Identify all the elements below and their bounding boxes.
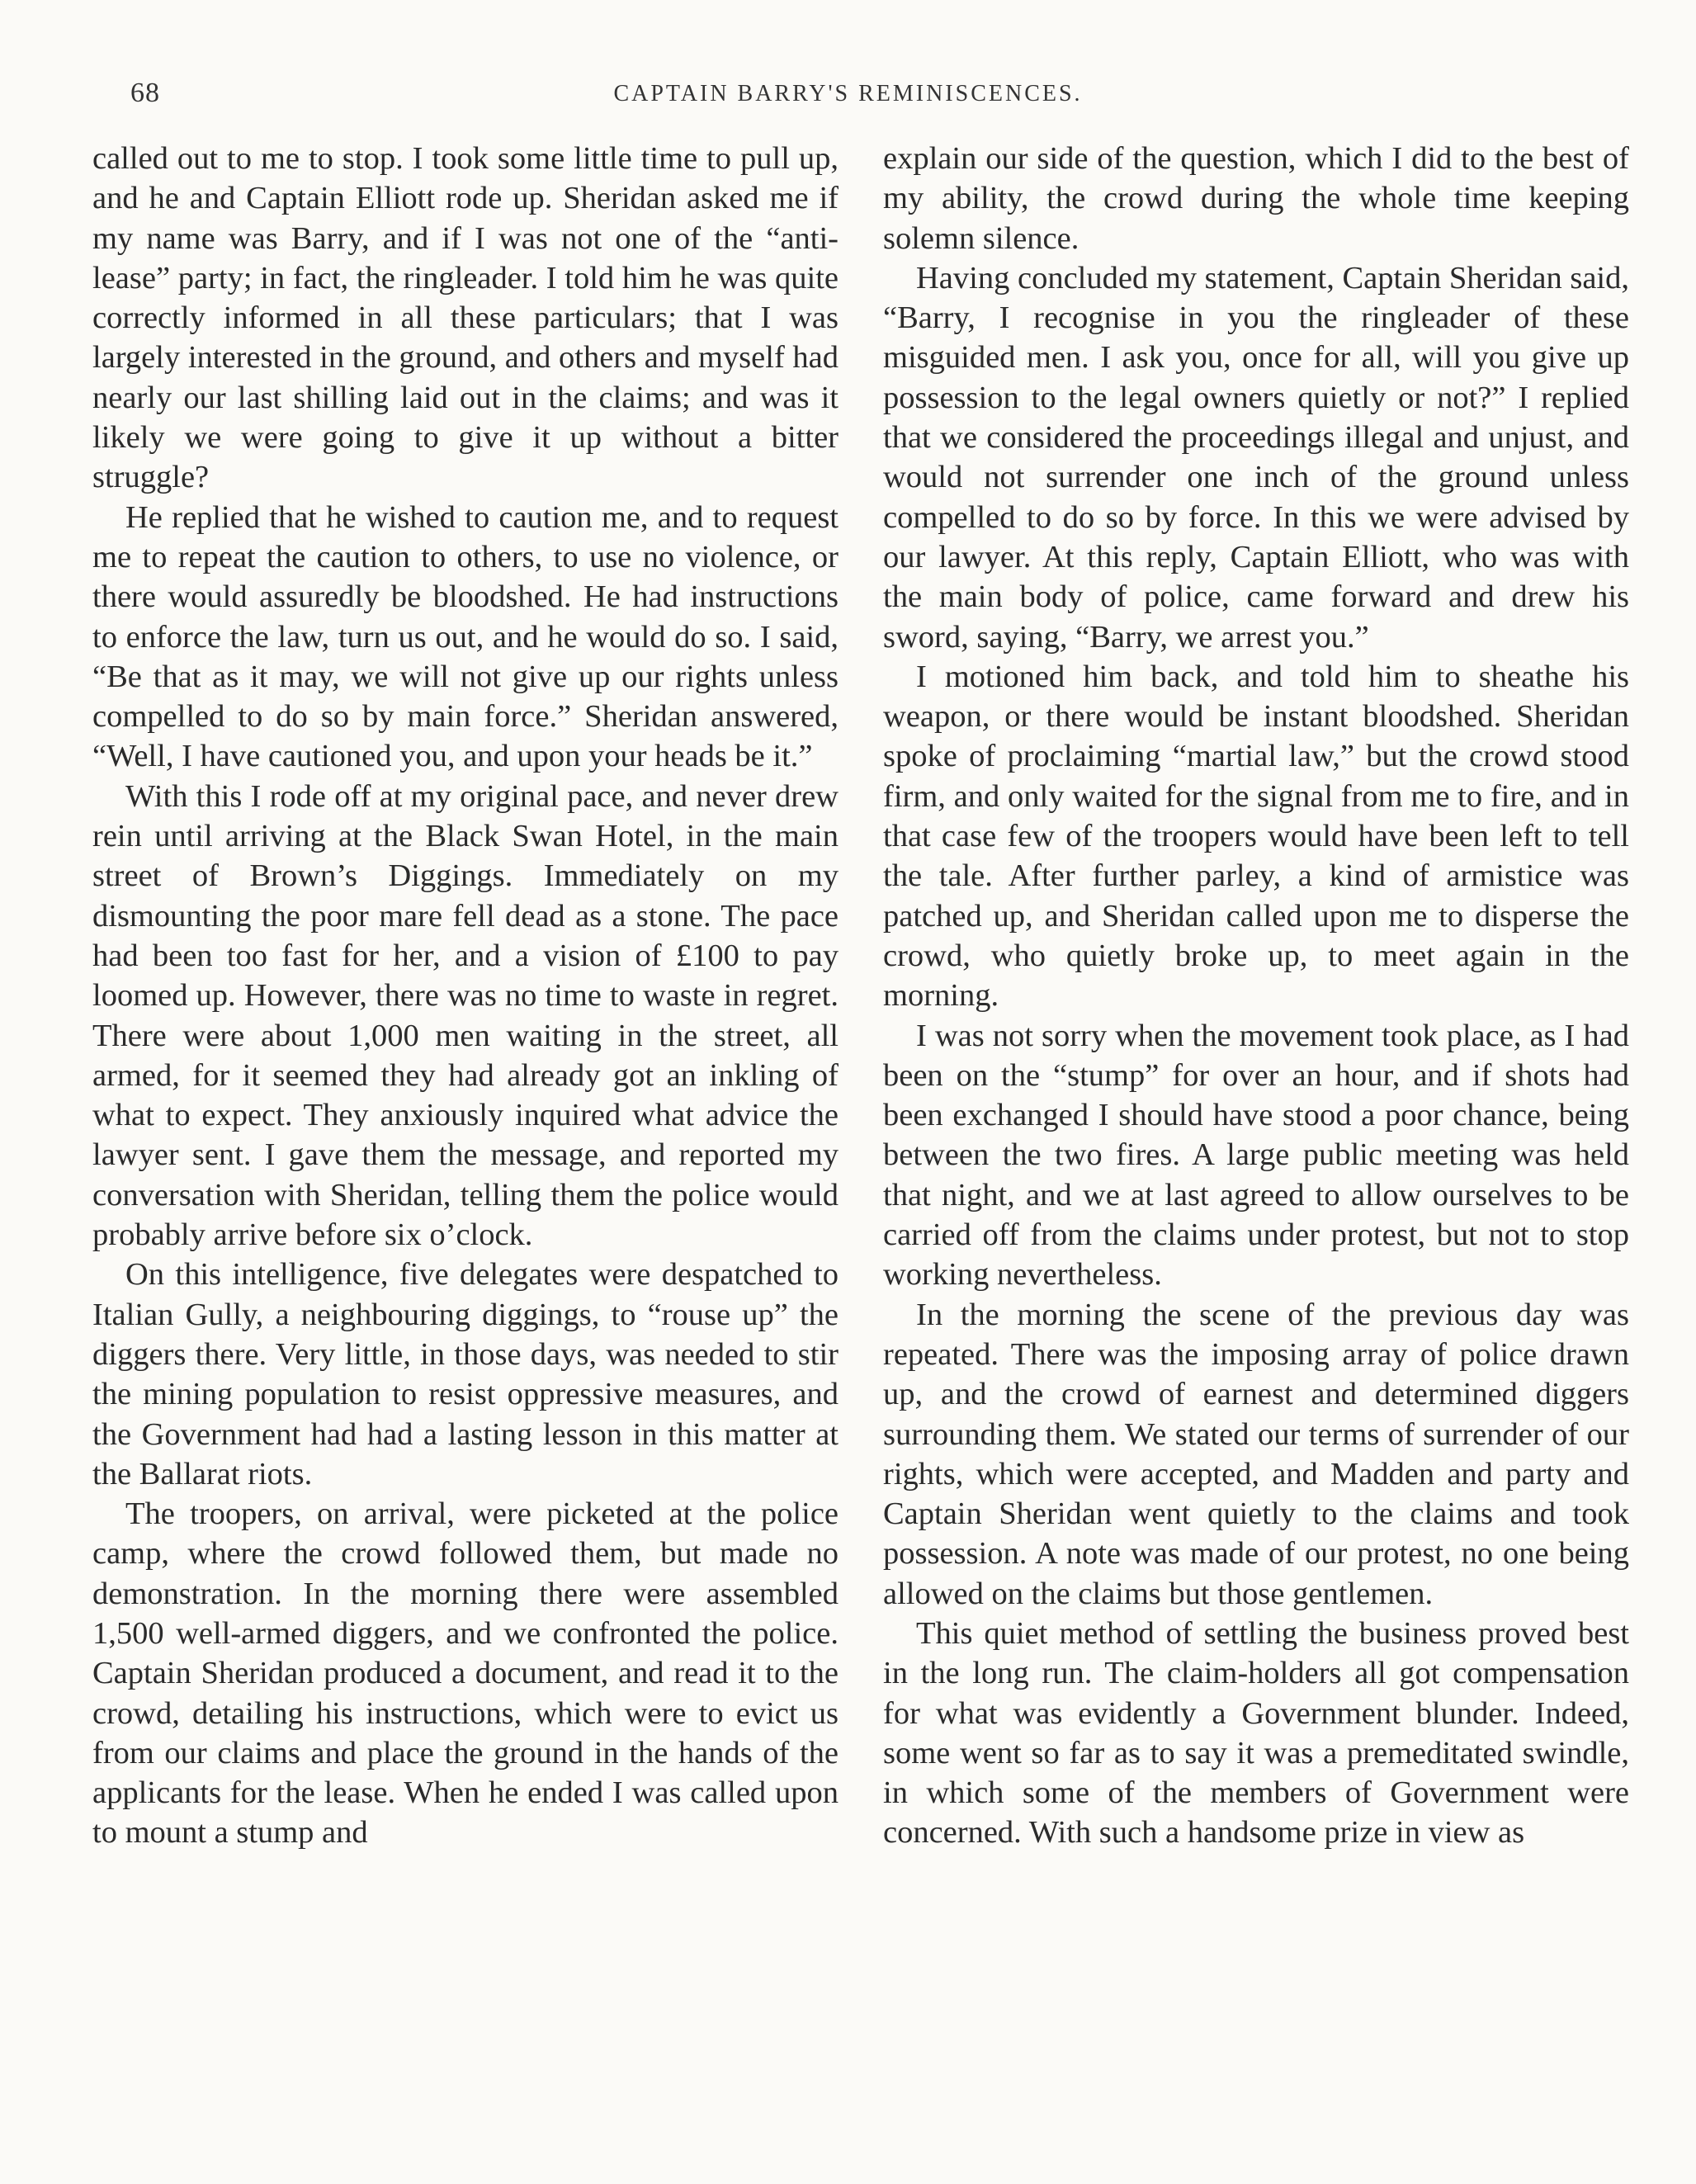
left-column [92,139,839,2153]
text-columns [92,139,1629,2153]
paragraph: I motioned him back, and told him to sheathe his weapon, or there would be instant bloodshed. Sheridan spoke of proclaiming “martial law,” but the crowd stood firm, and only waited for the signal from me to fire, and in that case few of the troopers would have been left to tell the tale. After further parley, a kind of armistice was patched up, and Sheridan called upon me to disperse the crowd, who quietly broke up, to meet again in the morning. [883,659,1629,1014]
paragraph: With this I rode off at my original pace, and never drew rein until arriving at the Black Swan Hotel, in the main street of Brown’s Diggings. Immediately on my dismounting the poor mare fell dead as a stone. The pace had been too fast for her, and a vision of £100 to pay loomed up. However, there was no time to waste in regret. There were about 1,000 men waiting in the street, all armed, for it seemed they had already got an inkling of what to expect. They anxiously inquired what advice the lawyer sent. I gave them the message, and reported my conversation with Sheridan, telling them the police would probably arrive before six o’clock. [92,778,839,1253]
running-title: CAPTAIN BARRY'S REMINISCENCES. [613,81,1083,106]
page-number: 68 [130,78,160,108]
paragraph: He replied that he wished to caution me, and to request me to repeat the caution to others, to use no violence, or there would assuredly be bloodshed. He had instructions to enforce the law, turn us out, and he would do so. I said, “Be that as it may, we will not give up our rights unless compelled to do so by main force.” Sheridan answered, “Well, I have cautioned you, and upon your heads be it.” [92,499,839,774]
paragraph: called out to me to stop. I took some little time to pull up, and he and Captain Elliott rode up. Sheridan asked me if my name was Barry, and if I was not one of the “anti-lease” party; in fact, the ringleader. I told him he was quite correctly informed in all these particulars; that I was largely interested in the ground, and others and myself had nearly our last shilling laid out in the claims; and was it likely we were going to give it up without a bitter struggle? [92,141,839,495]
paragraph: On this intelligence, five delegates were despatched to Italian Gully, a neighbouring diggings, to “rouse up” the diggers there. Very little, in those days, was needed to stir the mining population to resist oppressive measures, and the Government had had a lasting lesson in this matter at the Ballarat riots. [92,1257,839,1491]
paragraph: I was not sorry when the movement took place, as I had been on the “stump” for over an hour, and if shots had been exchanged I should have stood a poor chance, being between the two fires. A large public meeting was held that night, and we at last agreed to allow ourselves to be carried off from the claims under protest, but not to stop working nevertheless. [883,1018,1629,1293]
paragraph: Having concluded my statement, Captain Sheridan said, “Barry, I recognise in you the ringleader of these misguided men. I ask you, once for all, will you give up possession to the legal owners quietly or not?” I replied that we considered the proceedings illegal and unjust, and would not surrender one inch of the ground unless compelled to do so by force. In this we were advised by our lawyer. At this reply, Captain Elliott, who was with the main body of police, came forward and drew his sword, saying, “Barry, we arrest you.” [883,260,1629,655]
right-column [883,139,1629,2153]
paragraph: In the morning the scene of the previous day was repeated. There was the imposing array of police drawn up, and the crowd of earnest and determined diggers surrounding them. We stated our terms of surrender of our rights, which were accepted, and Madden and party and Captain Sheridan went quietly to the claims and took possession. A note was made of our protest, no one being allowed on the claims but those gentlemen. [883,1297,1629,1611]
paragraph: The troopers, on arrival, were picketed at the police camp, where the crowd followed them, but made no demonstration. In the morning there were assembled 1,500 well-armed diggers, and we confronted the police. Captain Sheridan produced a document, and read it to the crowd, detailing his instructions, which were to evict us from our claims and place the ground in the hands of the applicants for the lease. When he ended I was called upon to mount a stump and [92,1496,839,1851]
paragraph: explain our side of the question, which I did to the best of my ability, the crowd during the whole time keeping solemn silence. [883,141,1629,256]
page-header [124,78,1572,119]
paragraph: This quiet method of settling the business proved best in the long run. The claim-holders all got compensation for what was evidently a Government blunder. Indeed, some went so far as to say it was a premeditated swindle, in which some of the members of Government were concerned. With such a handsome prize in view as [883,1615,1629,1851]
